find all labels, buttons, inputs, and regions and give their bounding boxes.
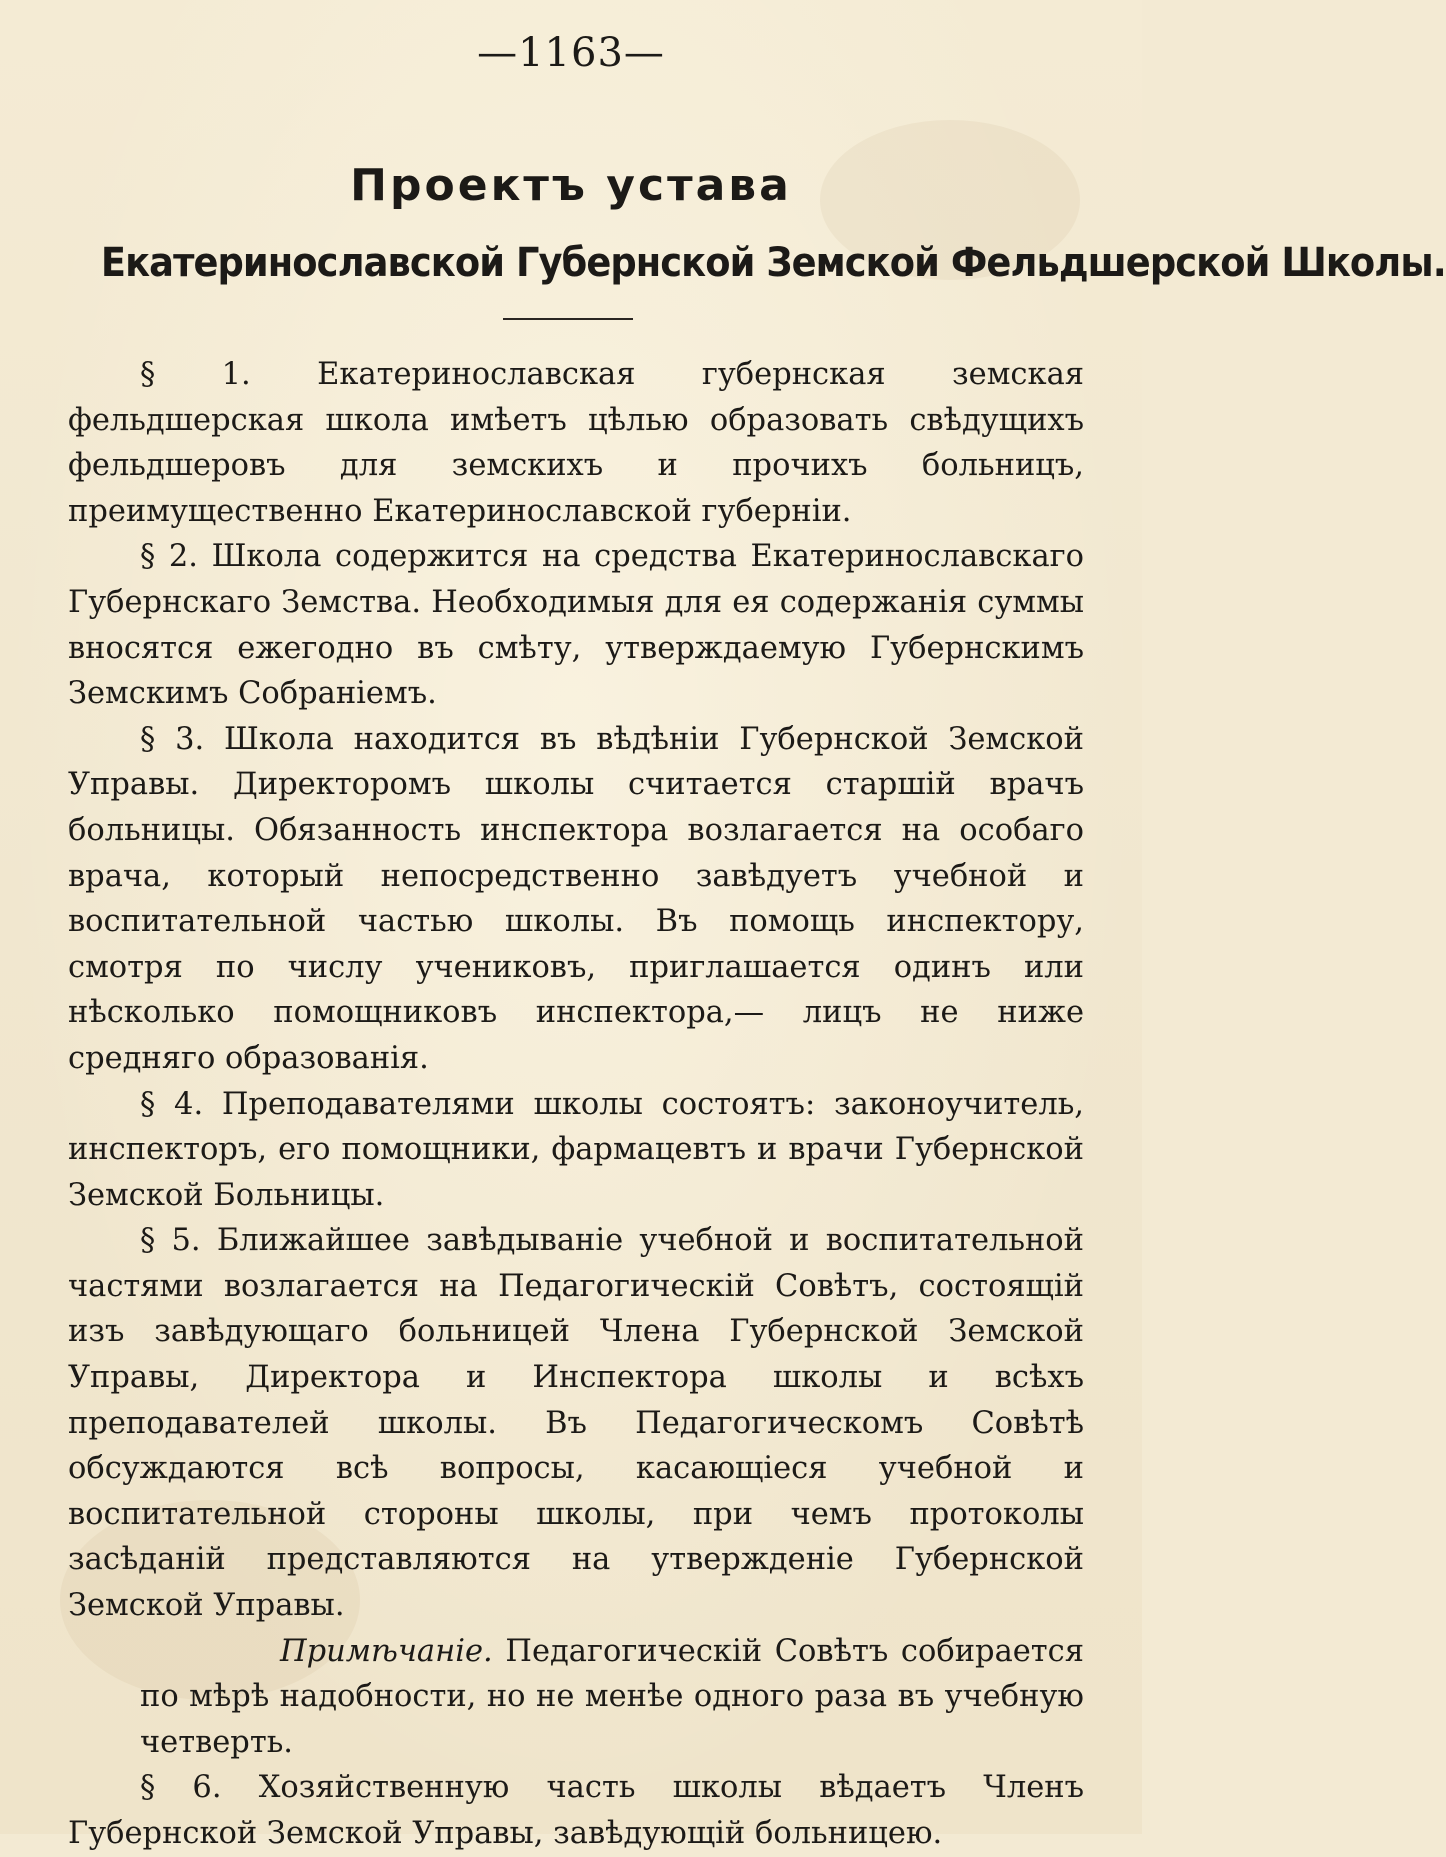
- paragraph-4: § 4. Преподавателями школы состоятъ: законоучитель, инспекторъ, его помощники, фармацевтъ и врачи Губернской Земской Больницы.: [68, 1086, 1084, 1213]
- note-text: Педагогическій Совѣтъ собирается по мѣрѣ надобности, но не менѣе одного раза въ учебную четверть.: [140, 1633, 1084, 1760]
- paragraph-6: § 6. Хозяйственную часть школы вѣдаетъ Членъ Губернской Земской Управы, завѣдующій больницею.: [68, 1770, 1084, 1851]
- note-paragraph: [68, 1629, 1084, 1766]
- document-title-line-2: Екатеринославской Губернской Земской Фельдшерской Школы.: [100, 240, 1446, 286]
- note-label: Примѣчаніе.: [280, 1633, 493, 1669]
- paragraph-5: § 5. Ближайшее завѣдываніе учебной и воспитательной частями возлагается на Педагогическій Совѣтъ, состоящій изъ завѣдующаго больницей Члена Губернской Земской Управы, Директора и Инспектора школы и всѣхъ преподавателей школы. Въ Педагогическомъ Совѣтѣ обсуждаются всѣ вопросы, касающіеся учебной и воспитательной стороны школы, при чемъ протоколы засѣданій представляются на утвержденіе Губернской Земской Управы.: [68, 1223, 1084, 1624]
- page-number: —1163—: [477, 30, 665, 76]
- document-body: [68, 352, 1084, 1857]
- document-title-line-1: Проектъ устава: [350, 160, 792, 211]
- title-divider: [503, 318, 633, 320]
- paragraph-3: § 3. Школа находится въ вѣдѣніи Губернской Земской Управы. Директоромъ школы считается старшій врачъ больницы. Обязанность инспектора возлагается на особаго врача, который непосредственно завѣдуетъ учебной и воспитательной частью школы. Въ помощь инспектору, смотря по числу учениковъ, приглашается одинъ или нѣсколько помощниковъ инспектора,— лицъ не ниже средняго образованія.: [68, 721, 1084, 1076]
- paragraph-1: § 1. Екатеринославская губернская земская фельдшерская школа имѣетъ цѣлью образовать свѣдущихъ фельдшеровъ для земскихъ и прочихъ больницъ, преимущественно Екатеринославской губерніи.: [68, 357, 1084, 529]
- paragraph-2: § 2. Школа содержится на средства Екатеринославскаго Губернскаго Земства. Необходимыя для ея содержанія суммы вносятся ежегодно въ смѣту, утверждаемую Губернскимъ Земскимъ Собраніемъ.: [68, 539, 1084, 712]
